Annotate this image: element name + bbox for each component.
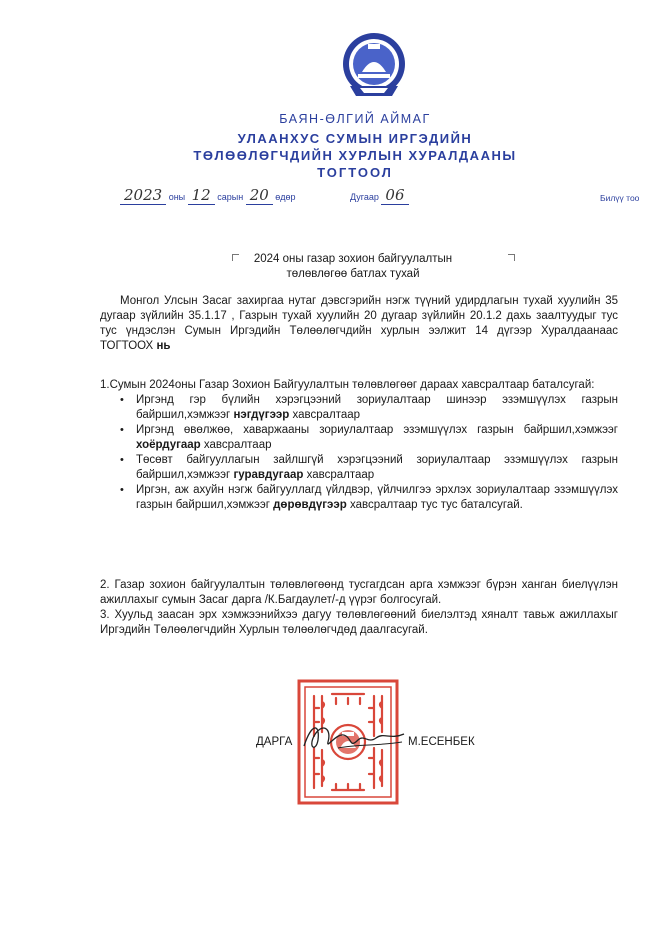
date-day-suffix: өдөр xyxy=(272,192,296,202)
council-session-line: ТӨЛӨӨЛӨГЧДИЙН ХУРЛЫН ХУРАЛДААНЫ xyxy=(193,148,517,163)
resolution-title xyxy=(0,252,654,282)
resolution-item-3: 3. Хуульд заасан эрх хэмжээнийхээ дагуу төлөвлөгөөний биелэлтэд хяналт тавьж ажиллахыг Иргэдийн Төлөөлөгчдийн Хурлын төлөөлөгчдөд даалгасугай. xyxy=(100,609,618,636)
title-line-1: 2024 оны газар зохион байгуулалтын xyxy=(253,253,453,265)
signer-name: М.ЕСЕНБЕК xyxy=(408,736,475,748)
intro-paragraph xyxy=(100,294,618,354)
list-item xyxy=(120,483,618,513)
bullet-text-end: хавсралтаар xyxy=(200,439,272,451)
date-year-suffix: оны xyxy=(166,192,188,202)
resolution-item-1 xyxy=(100,378,618,513)
state-emblem-icon xyxy=(340,30,408,102)
list-item xyxy=(120,393,618,423)
bullet-text: Төсөвт байгууллагын зайлшгүй хэрэгцээний зориулалтаар эзэмшүүлэх газрын байршил,хэмжээг xyxy=(136,454,618,481)
bullet-bold: хоёрдугаар xyxy=(136,439,201,451)
date-year: 2023 xyxy=(120,186,166,205)
bullet-text-end: хавсралтаар тус тус баталсугай. xyxy=(346,499,523,511)
handwritten-signature xyxy=(298,718,410,758)
signer-title: ДАРГА xyxy=(256,736,293,748)
document-place: Билүү тоо xyxy=(600,193,640,203)
bullet-text: Иргэнд өвөлжөө, хаваржааны зориулалтаар эзэмшүүлэх газрын байршил,хэмжээг xyxy=(136,424,618,436)
title-line-2: төлөвлөгөө батлах тухай xyxy=(286,268,420,280)
soum-council-line: УЛААНХУС СУМЫН ИРГЭДИЙН xyxy=(237,131,473,146)
intro-text: Монгол Улсын Засаг захиргаа нутаг дэвсгэрийн нэгж түүний удирдлагын тухай хуулийн 35 дугаар зүйлийн 35.1.17 , Газрын тухай хуулийн 20 дугаар зүйлийн 20.1.2 дахь заалтуудыг тус тус үндэслэн Сумын Иргэдийн Төлөөлөгчдийн хурлын ээлжит 14 дүгээр Хуралдаанаас ТОГТООХ xyxy=(100,295,618,352)
aimag-name: БАЯН-ӨЛГИЙ АЙМАГ xyxy=(279,112,431,126)
bullet-bold: гуравдугаар xyxy=(233,469,304,481)
date-month-suffix: сарын xyxy=(214,192,246,202)
document-number-label: Дугаар xyxy=(350,192,382,202)
bullet-text-end: хавсралтаар xyxy=(289,409,361,421)
bullet-bold: дөрөвдүгээр xyxy=(273,499,347,511)
bullet-text-end: хавсралтаар xyxy=(303,469,375,481)
date-month: 12 xyxy=(188,186,215,205)
list-item xyxy=(120,423,618,453)
intro-text-bold: нь xyxy=(156,340,171,352)
bullet-text: Иргэнд гэр бүлийн хэрэгцээний зориулалтаар шинээр эзэмшүүлэх газрын байршил,хэмжээг xyxy=(136,394,618,421)
document-number: 06 xyxy=(381,186,408,205)
resolution-items-2-3 xyxy=(100,578,618,638)
bullet-bold: нэгдүгээр xyxy=(233,409,290,421)
date-line xyxy=(120,186,296,205)
date-day: 20 xyxy=(246,186,273,205)
item-1-bullet-list xyxy=(100,393,618,513)
document-number-line xyxy=(350,186,409,205)
item-1-lead: 1.Сумын 2024оны Газар Зохион Байгуулалтын төлөвлөгөөг дараах хавсралтаар баталсугай: xyxy=(100,379,595,391)
bullet-text: Иргэн, аж ахуйн нэгж байгууллагд үйлдвэр, үйлчилгээ эрхлэх зориулалтаар эзэмшүүлэх газрын байршил,хэмжээг xyxy=(136,484,618,511)
resolution-item-2: 2. Газар зохион байгуулалтын төлөвлөгөөнд тусгагдсан арга хэмжээг бүрэн ханган биелүүлэн ажиллахыг сумын Засаг дарга /К.Багдаулет/-д үүрэг болгосугай. xyxy=(100,579,618,606)
document-type: ТОГТООЛ xyxy=(317,165,393,180)
list-item xyxy=(120,453,618,483)
